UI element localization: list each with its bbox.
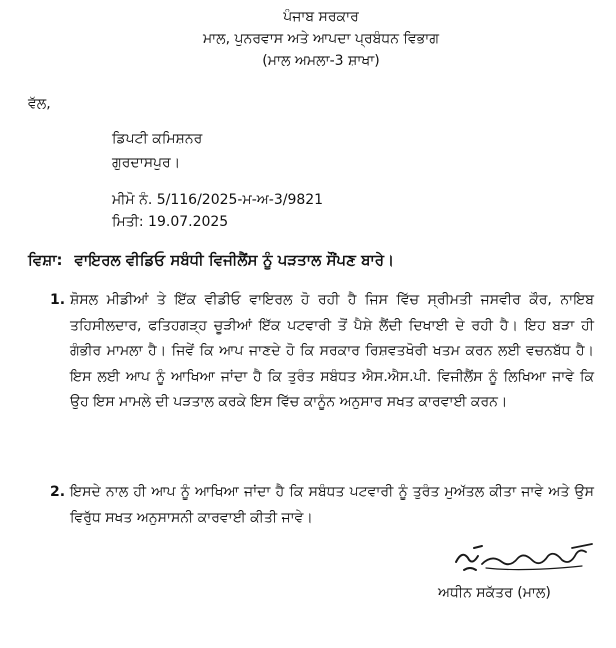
handwritten-signature bbox=[452, 540, 602, 580]
paragraph-2 bbox=[50, 480, 594, 531]
memo-date: ਮਿਤੀ: 19.07.2025 bbox=[112, 214, 229, 230]
department-name: ਮਾਲ, ਪੁਨਰਵਾਸ ਅਤੇ ਆਪਦਾ ਪ੍ਰਬੰਧਨ ਵਿਭਾਗ bbox=[202, 31, 440, 47]
memo-number: ਮੀਮੋ ਨੰ. 5/116/2025-ਮ-ਅ-3/9821 bbox=[112, 192, 324, 208]
subject-line bbox=[28, 251, 394, 269]
to-label: ਵੱਲ, bbox=[28, 96, 51, 112]
paragraph-number: 2. bbox=[50, 484, 66, 500]
addressee-block bbox=[112, 127, 202, 175]
addressee-location: ਗੁਰਦਾਸਪੁਰ। bbox=[112, 155, 181, 171]
subject-label: ਵਿਸ਼ਾ: bbox=[28, 251, 63, 269]
subject-text: ਵਾਇਰਲ ਵੀਡਿਓ ਸਬੰਧੀ ਵਿਜੀਲੈਂਸ ਨੂੰ ਪੜਤਾਲ ਸੌਂਪਣ ਬਾਰੇ। bbox=[74, 251, 395, 269]
branch-name: (ਮਾਲ ਅਮਲਾ-3 ਸ਼ਾਖਾ) bbox=[262, 53, 380, 69]
paragraph-text: ਸ਼ੋਸਲ ਮੀਡੀਆਂ ਤੇ ਇੱਕ ਵੀਡੀਓ ਵਾਇਰਲ ਹੋ ਰਹੀ ਹੈ ਜਿਸ ਵਿੱਚ ਸ੍ਰੀਮਤੀ ਜਸਵੀਰ ਕੌਰ, ਨਾਇਬ ਤਹਿਸੀਲਦਾਰ, ਫਤਿਹਗੜ੍ਹ ਚੂੜੀਆਂ ਇੱਕ ਪਟਵਾਰੀ ਤੋਂ ਪੈਸ਼ੇ ਲੈਂਦੀ ਦਿਖਾਈ ਦੇ ਰਹੀ ਹੈ। ਇਹ ਬੜਾ ਹੀ ਗੰਭੀਰ ਮਾਮਲਾ ਹੈ। ਜਿਵੇਂ ਕਿ ਆਪ ਜਾਣਦੇ ਹੋ ਕਿ ਸਰਕਾਰ ਰਿਸ਼ਵਤਖੋਰੀ ਖਤਮ ਕਰਨ ਲਈ ਵਚਨਬੱਧ ਹੈ। ਇਸ ਲਈ ਆਪ ਨੂੰ ਆਖਿਆ ਜਾਂਦਾ ਹੈ ਕਿ ਤੁਰੰਤ ਸਬੰਧਤ ਐਸ.ਐਸ.ਪੀ. ਵਿਜੀਲੈਂਸ ਨੂੰ ਲਿਖਿਆ ਜਾਵੇ ਕਿ ਉਹ ਇਸ ਮਾਮਲੇ ਦੀ ਪੜਤਾਲ ਕਰਕੇ ਇਸ ਵਿੱਚ ਕਾਨੂੰਨ ਅਨੁਸਾਰ ਸਖਤ ਕਾਰਵਾਈ ਕਰਨ। bbox=[70, 292, 594, 410]
letter-header bbox=[0, 6, 616, 72]
paragraph-text: ਇਸਦੇ ਨਾਲ ਹੀ ਆਪ ਨੂੰ ਆਖਿਆ ਜਾਂਦਾ ਹੈ ਕਿ ਸਬੰਧਤ ਪਟਵਾਰੀ ਨੂੰ ਤੁਰੰਤ ਮੁਅੱਤਲ ਕੀਤਾ ਜਾਵੇ ਅਤੇ ਉਸ ਵਿਰੁੱਧ ਸਖਤ ਅਨੁਸਾਸਨੀ ਕਾਰਵਾਈ ਕੀਤੀ ਜਾਵੇ। bbox=[70, 484, 594, 526]
paragraph-number: 1. bbox=[50, 292, 66, 308]
government-name: ਪੰਜਾਬ ਸਰਕਾਰ bbox=[283, 9, 359, 25]
memo-block bbox=[112, 189, 323, 233]
paragraph-1 bbox=[50, 288, 594, 416]
signatory-title: ਅਧੀਨ ਸਕੱਤਰ (ਮਾਲ) bbox=[438, 585, 551, 601]
addressee-designation: ਡਿਪਟੀ ਕਮਿਸ਼ਨਰ bbox=[112, 131, 203, 147]
